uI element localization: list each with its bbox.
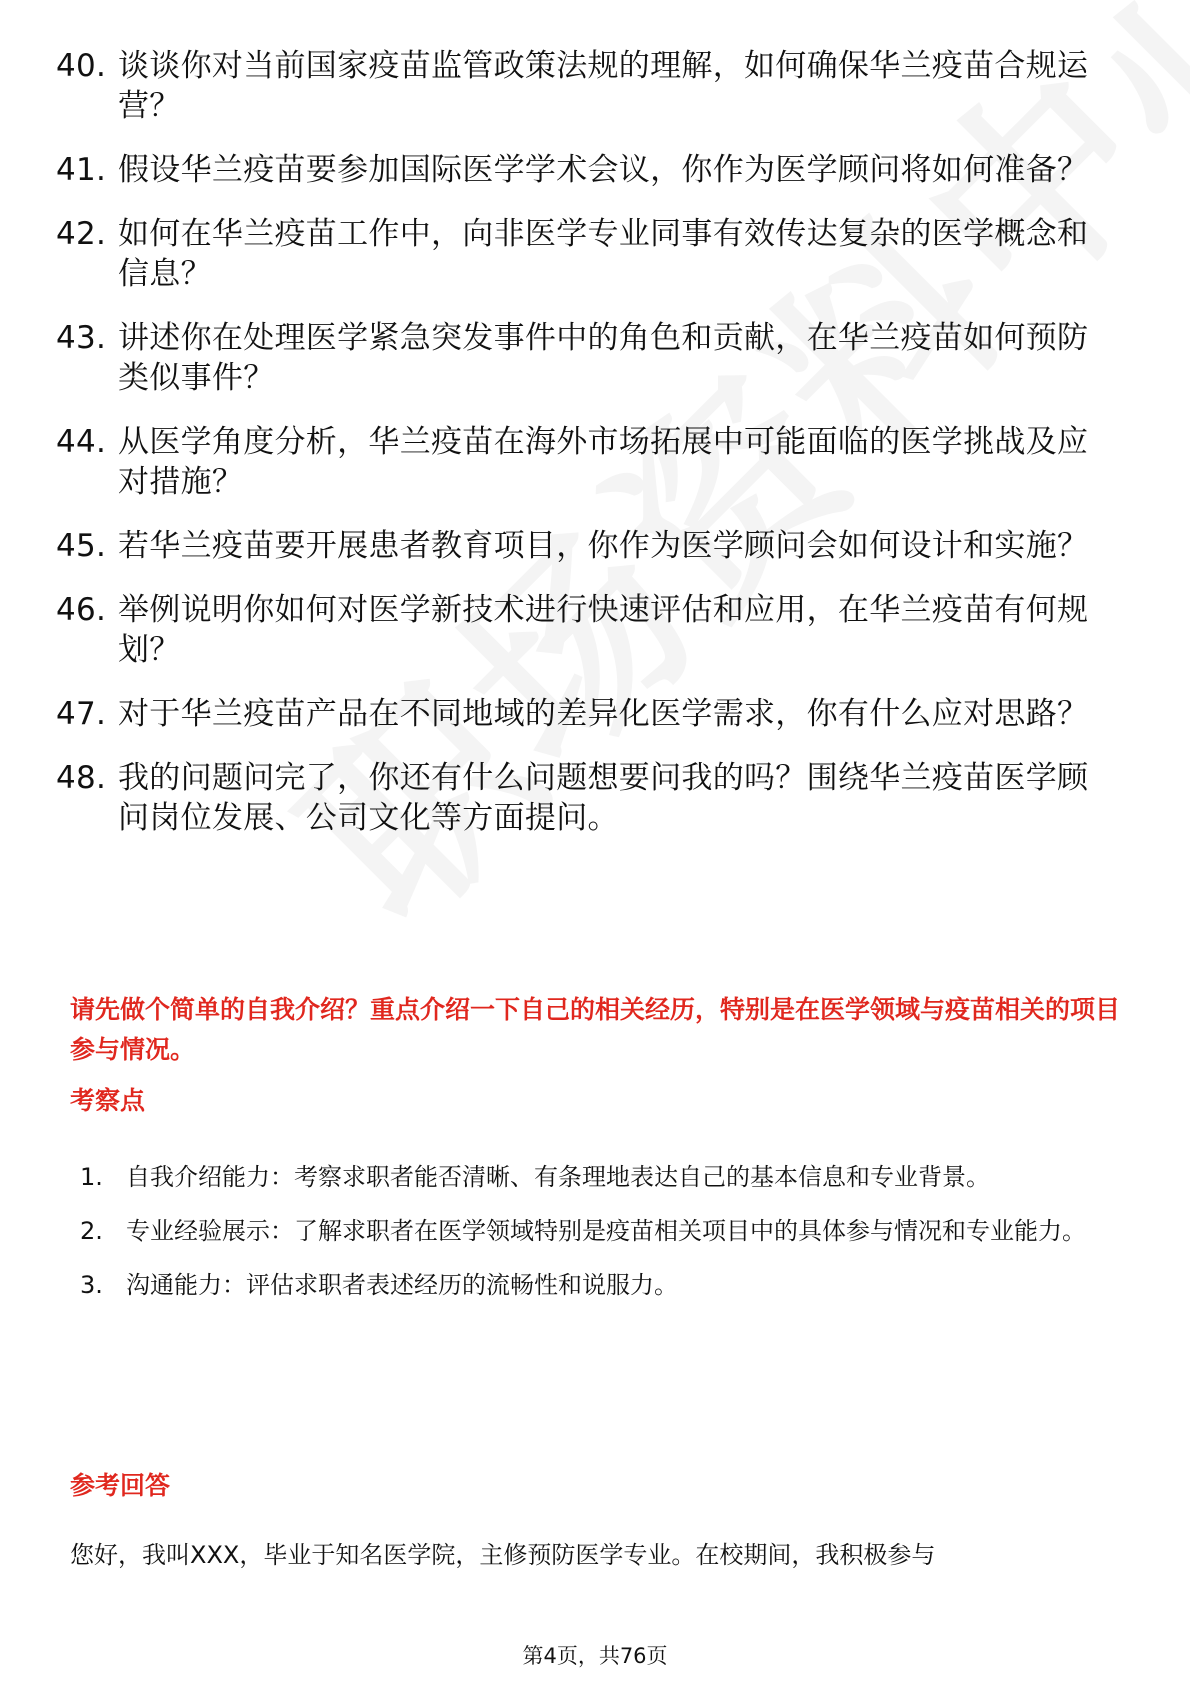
question-list <box>56 46 1116 862</box>
question-text: 假设华兰疫苗要参加国际医学学术会议，你作为医学顾问将如何准备？ <box>118 152 1089 188</box>
reference-answer-text: 您好，我叫XXX，毕业于知名医学院，主修预防医学专业。在校期间，我积极参与 <box>70 1541 936 1569</box>
question-number: 46. <box>56 592 107 628</box>
point-text: 沟通能力：评估求职者表述经历的流畅性和说服力。 <box>126 1271 678 1299</box>
question-number: 42. <box>56 216 107 252</box>
question-number: 48. <box>56 760 107 796</box>
assessment-point-list <box>80 1150 1130 1312</box>
question-number: 43. <box>56 320 107 356</box>
featured-question: 请先做个简单的自我介绍？重点介绍一下自己的相关经历，特别是在医学领域与疫苗相关的项目参与情况。 <box>70 995 1121 1064</box>
assessment-heading: 考察点 <box>70 1086 146 1115</box>
question-item <box>56 694 1116 734</box>
point-number: 2. <box>80 1217 103 1245</box>
question-item <box>56 422 1116 502</box>
point-number: 1. <box>80 1163 103 1191</box>
question-number: 45. <box>56 528 107 564</box>
question-text: 讲述你在处理医学紧急突发事件中的角色和贡献，在华兰疫苗如何预防类似事件？ <box>118 320 1089 396</box>
assessment-point <box>80 1204 1130 1258</box>
question-text: 若华兰疫苗要开展患者教育项目，你作为医学顾问会如何设计和实施？ <box>118 528 1089 564</box>
question-number: 41. <box>56 152 107 188</box>
page-number: 第4页，共76页 <box>522 1644 668 1668</box>
question-item <box>56 150 1116 190</box>
question-item <box>56 526 1116 566</box>
question-item <box>56 214 1116 294</box>
question-text: 如何在华兰疫苗工作中，向非医学专业同事有效传达复杂的医学概念和信息？ <box>118 216 1089 292</box>
question-text: 谈谈你对当前国家疫苗监管政策法规的理解，如何确保华兰疫苗合规运营？ <box>118 48 1089 124</box>
point-number: 3. <box>80 1271 103 1299</box>
question-item <box>56 318 1116 398</box>
question-number: 44. <box>56 424 107 460</box>
point-text: 自我介绍能力：考察求职者能否清晰、有条理地表达自己的基本信息和专业背景。 <box>126 1163 990 1191</box>
question-text: 对于华兰疫苗产品在不同地域的差异化医学需求，你有什么应对思路？ <box>118 696 1089 732</box>
question-number: 40. <box>56 48 107 84</box>
point-text: 专业经验展示：了解求职者在医学领域特别是疫苗相关项目中的具体参与情况和专业能力。 <box>126 1217 1086 1245</box>
question-item <box>56 46 1116 126</box>
assessment-point <box>80 1258 1130 1312</box>
assessment-point <box>80 1150 1130 1204</box>
reference-answer-heading: 参考回答 <box>70 1471 171 1500</box>
question-text: 从医学角度分析，华兰疫苗在海外市场拓展中可能面临的医学挑战及应对措施？ <box>118 424 1089 500</box>
question-item <box>56 758 1116 838</box>
question-text: 举例说明你如何对医学新技术进行快速评估和应用，在华兰疫苗有何规划？ <box>118 592 1089 668</box>
question-number: 47. <box>56 696 107 732</box>
question-text: 我的问题问完了，你还有什么问题想要问我的吗？围绕华兰疫苗医学顾问岗位发展、公司文化等方面提问。 <box>118 760 1089 836</box>
question-item <box>56 590 1116 670</box>
